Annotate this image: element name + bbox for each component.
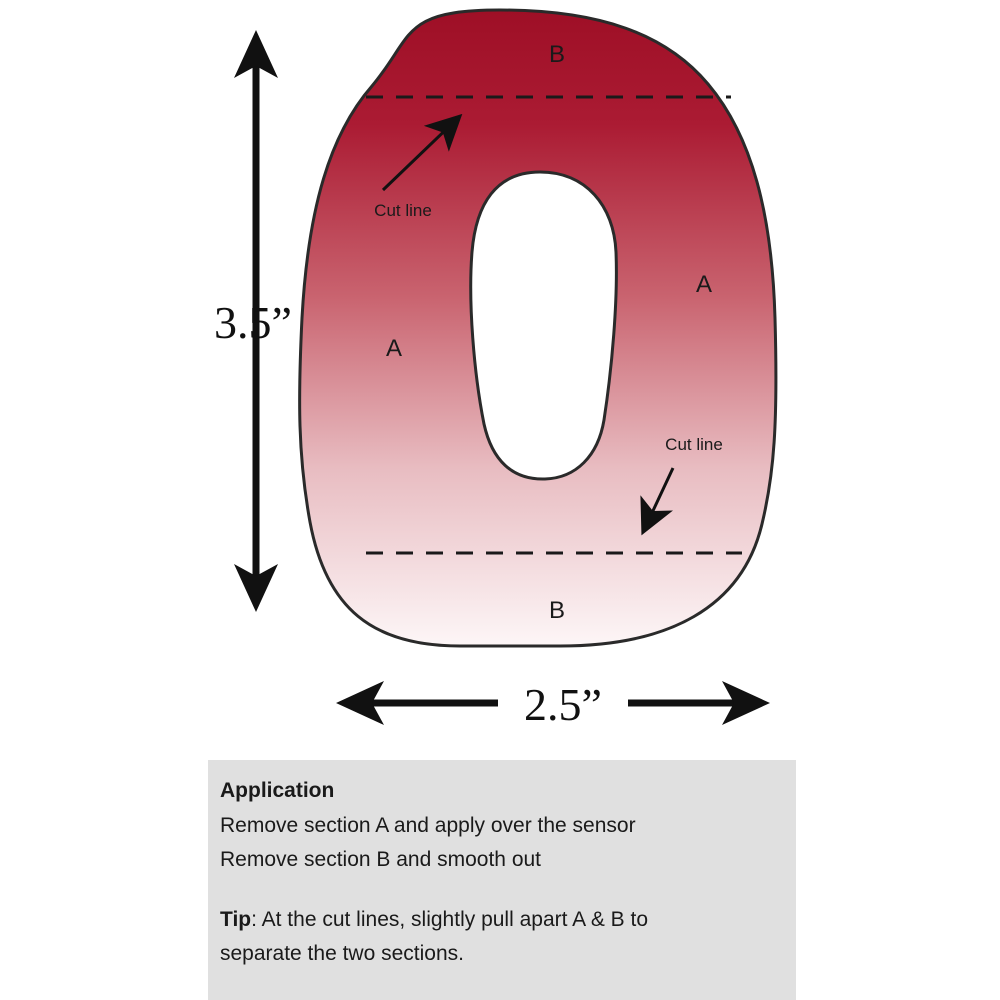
section-label-left-a: A <box>385 335 403 362</box>
tip-label: Tip <box>220 908 252 932</box>
instructions-panel <box>208 760 796 1000</box>
cut-line-bottom-label: Cut line <box>665 435 723 454</box>
instructions-tip <box>220 903 796 971</box>
tip-text-line-1: : At the cut lines, slightly pull apart A & B to <box>251 908 649 932</box>
section-label-right-a: A <box>695 271 713 298</box>
instructions-step-1: Remove section A and apply over the sensor <box>220 814 636 838</box>
instructions-heading: Application <box>220 779 335 802</box>
height-label: 3.5” <box>214 297 292 348</box>
width-label: 2.5” <box>524 679 602 730</box>
cut-line-top-label: Cut line <box>374 201 432 220</box>
instructions-step-2: Remove section B and smooth out <box>220 848 542 872</box>
patch-shape <box>300 8 778 646</box>
section-label-bottom-b: B <box>548 597 566 624</box>
tip-text-line-2: separate the two sections. <box>220 942 464 966</box>
section-label-top-b: B <box>548 41 566 68</box>
